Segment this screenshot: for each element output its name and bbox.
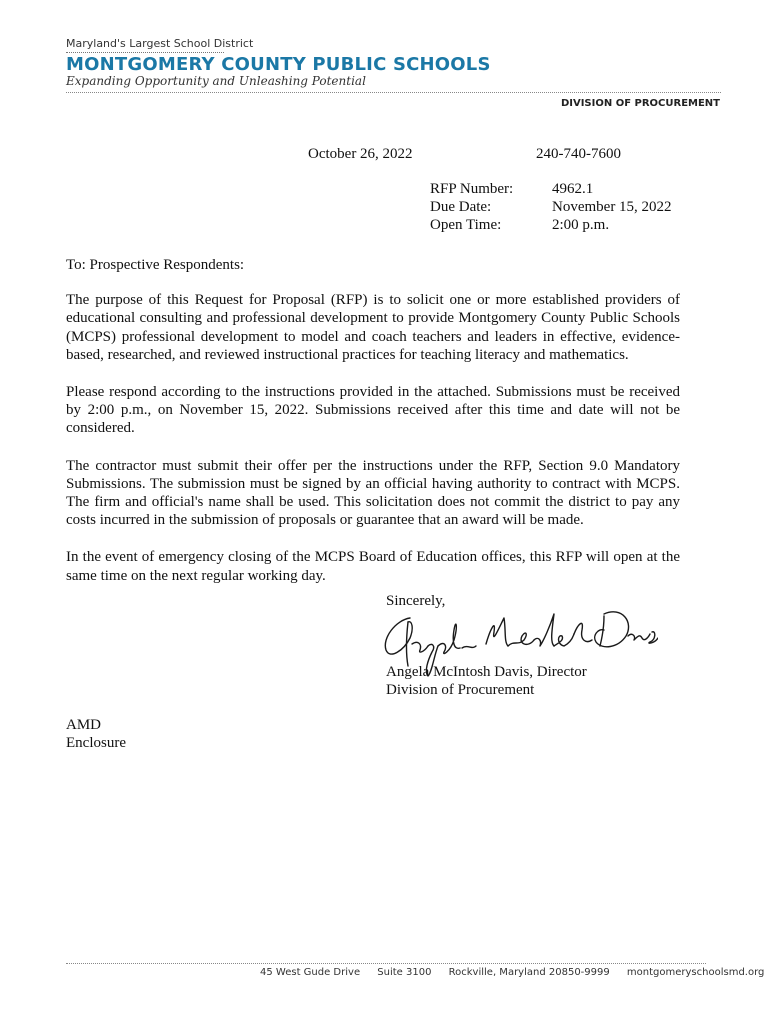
letter-body [66,256,680,604]
org-name: MONTGOMERY COUNTY PUBLIC SCHOOLS [66,54,491,75]
paragraph-instructions: Please respond according to the instructions provided in the attached. Submissions must be received by 2:00 p.m., on November 15, 2022. Submissions received after this time and date will not be considered. [66,384,680,437]
paragraph-contractor: The contractor must submit their offer per the instructions under the RFP, Section 9.0 Mandatory Submissions. The submission must be signed by an official having authority to contract with MCPS. The firm and official's name shall be used. This solicitation does not commit the district to pay any costs incurred in the submission of proposals or guarantee that an award will be made. [66,457,680,529]
signer-title: Division of Procurement [386,682,535,698]
open-time-label: Open Time: [430,217,502,233]
open-time-row [430,216,672,234]
footer-website: montgomeryschoolsmd.org [626,967,765,978]
division-label: DIVISION OF PROCUREMENT [560,98,720,109]
footer-address [260,967,770,978]
signer-name: Angela McIntosh Davis, Director [386,664,587,680]
district-label: Maryland's Largest School District [66,37,254,50]
paragraph-purpose: The purpose of this Request for Proposal (RFP) is to solicit one or more established providers of educational consulting and professional development to provide Montgomery County Public Schools (MCPS) professional development to model and coach teachers and leaders in effective, evidence-based, researched, and reviewed instructional practices for teaching literacy and mathematics. [66,292,680,363]
rfp-number-row [430,180,672,198]
rfp-details [430,180,672,234]
paragraph-emergency: In the event of emergency closing of the MCPS Board of Education offices, this RFP will open at the same time on the next regular working day. [66,549,680,584]
header-divider [66,92,721,93]
footer-divider [66,963,706,964]
due-date-row [430,198,672,216]
footer-street: 45 West Gude Drive [260,967,361,978]
signer-block [386,663,587,699]
open-time-value: 2:00 p.m. [552,217,610,233]
footer-city: Rockville, Maryland 20850-9999 [448,967,610,978]
initials-block [66,716,126,752]
due-date-value: November 15, 2022 [552,199,672,215]
footer-suite: Suite 3100 [377,967,432,978]
initials: AMD [66,717,102,733]
due-date-label: Due Date: [430,199,492,215]
closing: Sincerely, [386,593,446,609]
org-tagline: Expanding Opportunity and Unleashing Potential [66,74,366,88]
salutation: To: Prospective Respondents: [66,257,245,273]
phone-number: 240-740-7600 [536,146,621,162]
letter-date: October 26, 2022 [308,146,413,162]
header-rule-top [66,52,224,53]
rfp-number-value: 4962.1 [552,181,594,197]
rfp-number-label: RFP Number: [430,181,514,197]
enclosure-note: Enclosure [66,735,126,751]
